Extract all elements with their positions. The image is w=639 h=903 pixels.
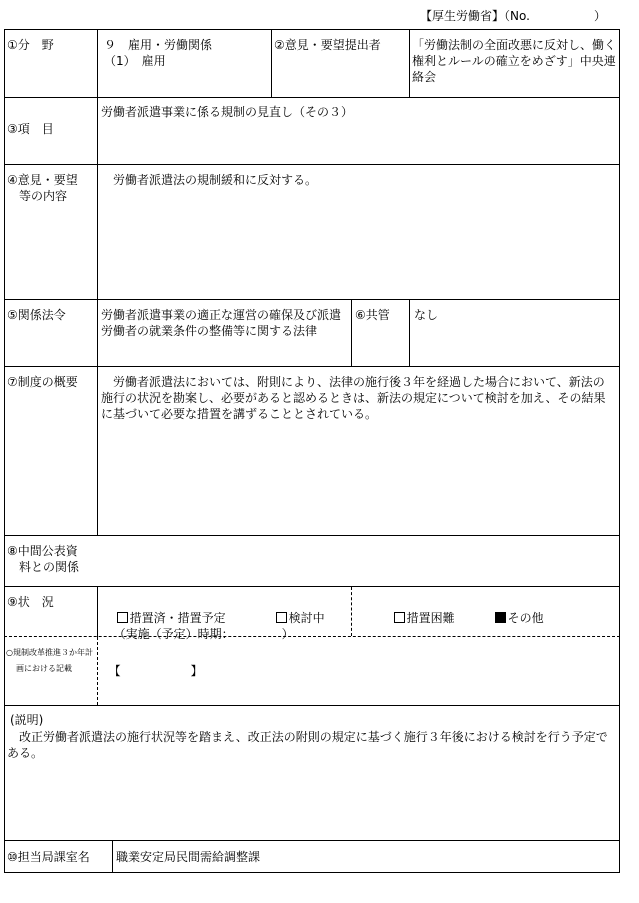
- ministry-header: [420, 7, 606, 24]
- ministry-name: 【厚生労働省】: [420, 9, 505, 23]
- interim-label-line2: 料との関係: [19, 560, 80, 574]
- plan-bracket: [101, 647, 203, 679]
- plan-label-line1: ○規制改革推進３か年計: [6, 648, 93, 657]
- status-option-2[interactable]: 検討中: [268, 594, 325, 626]
- jurisdiction-value: なし: [414, 308, 439, 322]
- explanation-value: 改正労働者派遣法の施行状況等を踏まえ、改正法の附則の規定に基づく施行３年後における検討を行う予定である。: [7, 730, 608, 760]
- number-close: ）: [593, 9, 606, 23]
- jurisdiction-label: ⑥共管: [355, 308, 390, 322]
- interim-label-line1: ⑧中間公表資: [7, 544, 78, 558]
- plan-label-line2: 画における記載: [16, 664, 72, 673]
- status-period: [106, 610, 294, 642]
- item-value: 労働者派遣事業に係る規制の見直し（その３）: [101, 105, 354, 119]
- explanation-heading: (説明): [10, 713, 44, 727]
- plan-bracket-close: 】: [190, 664, 203, 678]
- field-value-line2: （1） 雇用: [104, 54, 166, 68]
- plan-bracket-open: 【: [108, 664, 121, 678]
- period-close: ）: [281, 627, 294, 641]
- status-option-4[interactable]: その他: [487, 594, 544, 626]
- office-label: ⑩担当局課室名: [7, 850, 90, 864]
- opinion-label-line1: ④意見・要望: [7, 173, 78, 187]
- field-value-line1: ９ 雇用・労働関係: [104, 38, 213, 52]
- field-label: ①分 野: [7, 38, 54, 52]
- law-value: 労働者派遣事業の適正な運営の確保及び派遣労働者の就業条件の整備等に関する法律: [101, 308, 342, 338]
- opinion-value: 労働者派遣法の規制緩和に反対する。: [101, 173, 318, 187]
- number-label: （No.: [504, 9, 530, 23]
- period-label: （実施（予定）時期：: [113, 627, 234, 641]
- status-option-3[interactable]: 措置困難: [386, 594, 455, 626]
- office-value: 職業安定局民間需給調整課: [116, 850, 261, 864]
- law-label: ⑤関係法令: [7, 308, 66, 322]
- checkbox-unchecked-icon[interactable]: [394, 612, 405, 623]
- status-label: ⑨状 況: [7, 595, 54, 609]
- item-label: ③項 目: [7, 122, 54, 136]
- submitter-label: ②意見・要望提出者: [274, 38, 381, 52]
- submitter-value: 「労働法制の全面改悪に反対し、働く権利とルールの確立をめざす」中央連絡会: [412, 38, 617, 84]
- system-label: ⑦制度の概要: [7, 375, 78, 389]
- status-option-1[interactable]: 措置済・措置予定: [109, 594, 226, 626]
- system-value: 労働者派遣法においては、附則により、法律の施行後３年を経過した場合において、新法の施行の状況を勘案し、必要があると認めるときは、新法の規定について検討を加え、その結果に基づいて必要な措置を講ずることとされている。: [101, 375, 606, 421]
- checkbox-checked-icon[interactable]: [495, 612, 506, 623]
- opinion-label-line2: 等の内容: [19, 189, 68, 203]
